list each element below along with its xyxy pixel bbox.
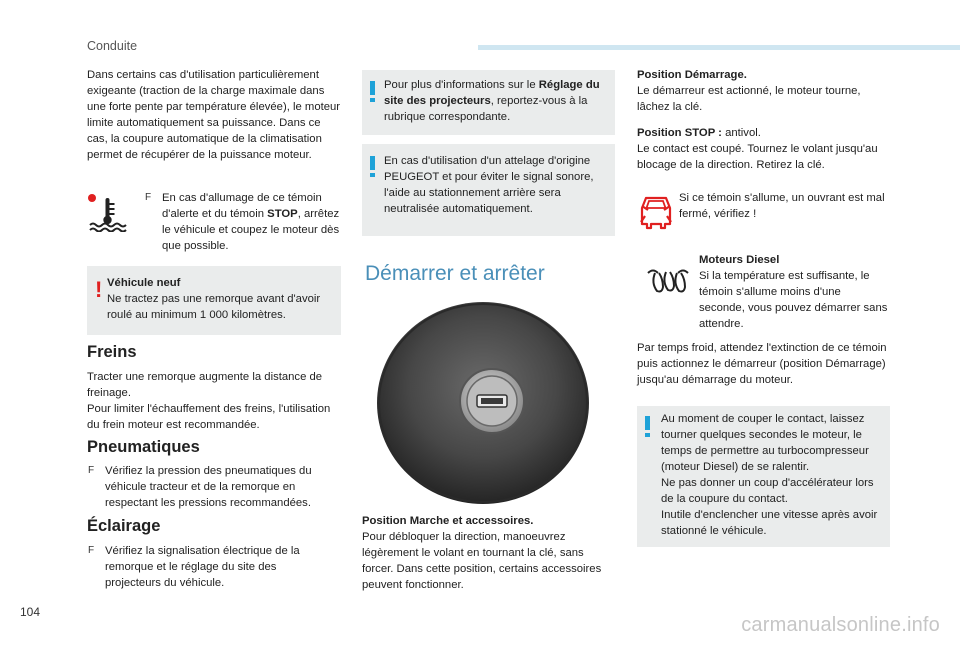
diesel-block	[699, 252, 889, 332]
bullet-marker: F	[145, 192, 152, 203]
stop-position-block	[637, 125, 892, 173]
section-label: Conduite	[87, 39, 138, 53]
stop-position-text: Le contact est coupé. Tournez le volant jusqu'au blocage de la direction. Retirez la clé.	[637, 143, 878, 171]
temperature-warning-text-start: En cas d'allumage de ce témoin d'alerte et du témoin	[162, 192, 322, 220]
diesel-text: Si la température est suffisante, le témoin s'allume moins d'une seconde, vous pouvez démarrer sans attendre.	[699, 270, 888, 330]
start-stop-heading: Démarrer et arrêter	[365, 262, 545, 285]
diesel-title: Moteurs Diesel	[699, 254, 780, 266]
info-box-turbo	[637, 406, 890, 547]
info-bar	[645, 416, 650, 430]
info-bar	[645, 433, 650, 437]
stop-position-suffix: antivol.	[721, 127, 761, 139]
intro-paragraph: Dans certains cas d'utilisation particulièrement exigeante (traction de la charge maximale dans une forte pente par température élevée), le moteur limite automatiquement sa puissance. Dans ce cas, la coupure automatique de la climatisation permet de récupérer de la puissance moteur.	[87, 69, 341, 161]
info-text-headlamp	[384, 77, 609, 125]
info-bar	[370, 98, 375, 102]
brakes-text: Tracter une remorque augmente la distance de freinage. Pour limiter l'échauffement des freins, l'utilisation du frein moteur est recommandée.	[87, 371, 331, 431]
stop-label: STOP	[267, 208, 298, 220]
info-bar	[370, 81, 375, 95]
door-warning-text: Si ce témoin s'allume, un ouvrant est mal fermé, vérifiez !	[679, 192, 885, 220]
brakes-heading: Freins	[87, 343, 137, 361]
new-vehicle-warning-box	[87, 266, 341, 335]
tyres-heading: Pneumatiques	[87, 438, 200, 456]
glow-plug-icon	[646, 267, 690, 297]
info-text-start: Pour plus d'informations sur le	[384, 79, 539, 91]
start-position-block	[637, 67, 892, 115]
cold-weather-text: Par temps froid, attendez l'extinction de ce témoin puis actionnez le démarreur (position Démarrage) jusqu'au démarrage du moteur.	[637, 342, 887, 386]
page-number: 104	[20, 605, 41, 619]
door-open-warning-icon	[636, 190, 676, 230]
warning-mark-icon: !	[95, 277, 103, 302]
headlamp-adjust-label: Réglage du site des projecteurs	[384, 79, 600, 107]
new-vehicle-title: Véhicule neuf	[107, 277, 181, 289]
lighting-heading: Éclairage	[87, 517, 161, 535]
run-position-block	[362, 513, 617, 593]
stop-position-title-row	[637, 125, 892, 141]
lighting-text: Vérifiez la signalisation électrique de la remorque et le réglage du site des projecteurs du véhicule.	[105, 545, 300, 589]
temperature-warning-item	[145, 190, 341, 254]
new-vehicle-text: Ne tractez pas une remorque avant d'avoir roulé au minimum 1 000 kilomètres.	[107, 293, 321, 321]
run-position-title: Position Marche et accessoires.	[362, 515, 534, 527]
lighting-item	[88, 543, 343, 593]
tyres-text: Vérifiez la pression des pneumatiques du véhicule tracteur et de la remorque en respectant les pressions recommandées.	[105, 465, 312, 509]
info-text-end: , reportez-vous à la rubrique correspondante.	[384, 95, 588, 123]
info-bar	[370, 156, 375, 170]
temperature-warning-text	[162, 190, 342, 254]
tyres-item	[88, 463, 343, 513]
ignition-key-switch-image	[375, 300, 591, 506]
info-bar	[370, 173, 375, 177]
bullet-marker: F	[88, 465, 95, 476]
info-text-turbo: Au moment de couper le contact, laissez tourner quelques secondes le moteur, le temps de permettre au turbocompresseur (moteur Diesel) de se ralentir. Ne pas donner un coup d'accélérateur lors de la coupure du contact. Inutile d'enclencher une vitesse après avoir stationné le véhicule.	[661, 413, 878, 537]
run-position-text: Pour débloquer la direction, manoeuvrez légèrement le volant en tournant la clé, sans forcer. Dans cette position, certains accessoires peuvent fonctionner.	[362, 531, 602, 591]
stop-position-title: Position STOP :	[637, 127, 722, 139]
info-text-towbar: En cas d'utilisation d'un attelage d'origine PEUGEOT et pour éviter le signal sonore, l'aide au stationnement arrière sera neutralisée automatiquement.	[384, 155, 594, 215]
coolant-temperature-warning-icon	[86, 192, 130, 232]
start-position-title: Position Démarrage.	[637, 69, 747, 81]
temperature-warning-text-end: , arrêtez le véhicule et coupez le moteur dès que possible.	[162, 208, 340, 252]
info-box-headlamp	[362, 70, 615, 135]
watermark: carmanualsonline.info	[741, 614, 940, 636]
info-box-towbar	[362, 144, 615, 236]
bullet-marker: F	[88, 545, 95, 556]
start-position-text: Le démarreur est actionné, le moteur tourne, lâchez la clé.	[637, 85, 861, 113]
header-bar	[478, 45, 960, 50]
